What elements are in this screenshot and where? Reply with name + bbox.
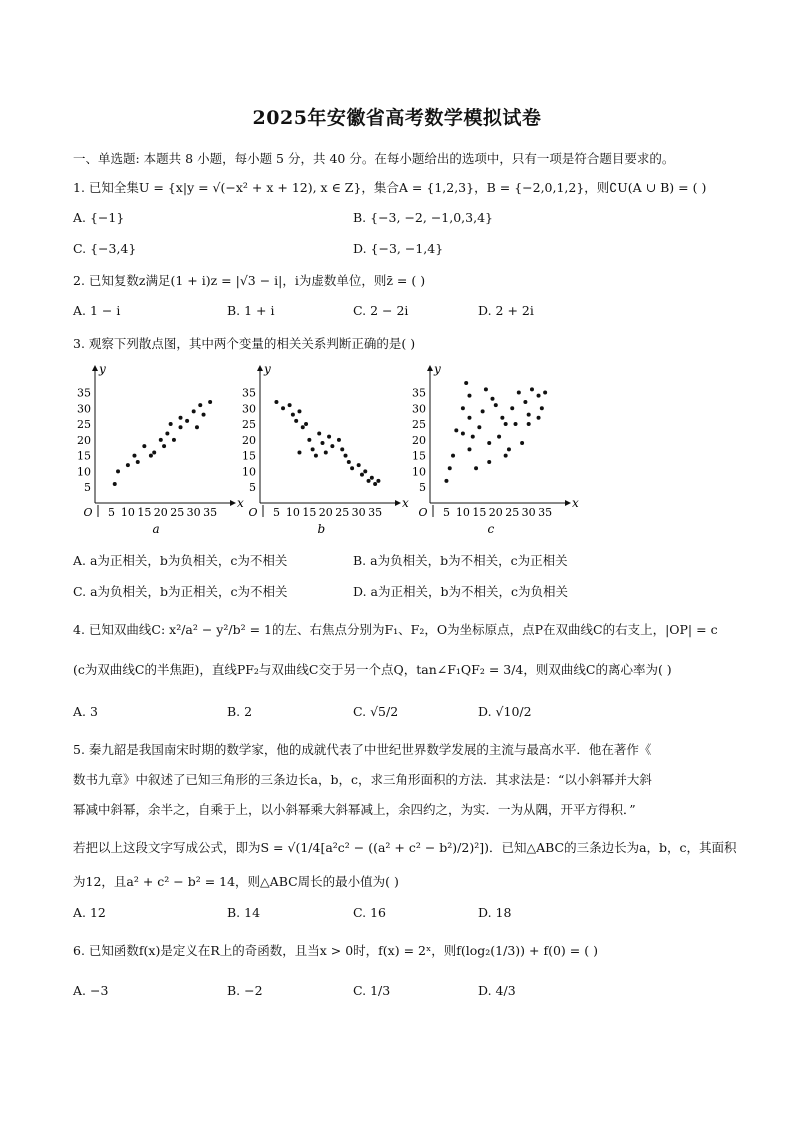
data-point: [330, 444, 334, 448]
question-5-line3: 幂减中斜幂，余半之，自乘于上，以小斜幂乘大斜幂减上，余四约之，为实．一为从隅，开平方得积．”: [73, 802, 636, 817]
q6-option-c: C. 1/3: [353, 983, 391, 998]
data-point: [297, 409, 301, 413]
q6-option-b: B. −2: [227, 983, 263, 998]
data-point: [165, 432, 169, 436]
y-tick-label: 20: [242, 433, 256, 447]
data-point: [327, 435, 331, 439]
data-point: [344, 454, 348, 458]
data-point: [307, 438, 311, 442]
q6-option-d: D. 4/3: [478, 983, 516, 998]
y-tick-label: 5: [249, 481, 256, 495]
question-1-stem: 1. 已知全集U = {x|y = √(−x² + x + 12), x ∈ Z}，集合A = {1,2,3}，B = {−2,0,1,2}，则∁U(A ∪ B) = ( ): [73, 180, 707, 195]
data-point: [510, 406, 514, 410]
q1-option-b: B. {−3, −2, −1,0,3,4}: [353, 210, 493, 225]
y-axis-label: y: [99, 362, 106, 376]
q5-option-a: A. 12: [73, 905, 106, 920]
data-point: [185, 419, 189, 423]
section-heading: 一、单选题: 本题共 8 小题，每小题 5 分，共 40 分。在每小题给出的选项中，只有一项是符合题目要求的。: [73, 151, 675, 166]
y-tick-label: 20: [412, 433, 426, 447]
data-point: [132, 454, 136, 458]
x-tick-label: 30: [521, 506, 536, 519]
data-point: [179, 416, 183, 420]
y-tick-label: 30: [77, 402, 91, 416]
data-point: [373, 482, 377, 486]
data-point: [367, 479, 371, 483]
y-tick-label: 35: [77, 386, 91, 400]
data-point: [527, 422, 531, 426]
data-point: [464, 381, 468, 385]
data-point: [491, 397, 495, 401]
data-point: [376, 479, 380, 483]
y-tick-label: 25: [412, 418, 426, 432]
x-tick-label: 35: [538, 506, 553, 519]
data-point: [304, 422, 308, 426]
plot-caption: c: [487, 522, 495, 536]
scatter-plot-c: [408, 362, 579, 538]
data-point: [337, 438, 341, 442]
data-point: [195, 425, 199, 429]
y-axis-label: y: [264, 362, 271, 376]
origin-label: O: [418, 506, 428, 519]
data-point: [202, 413, 206, 417]
data-point: [159, 438, 163, 442]
x-axis-arrow-icon: [565, 500, 571, 506]
q1-option-c: C. {−3,4}: [73, 241, 137, 256]
data-point: [370, 476, 374, 480]
question-5-line4: 若把以上这段文字写成公式，即为S = √(1/4[a²c² − ((a² + c² − b²)/2)²])．已知△ABC的三条边长为a，b，c，其面积: [73, 840, 737, 855]
data-point: [142, 444, 146, 448]
data-point: [357, 463, 361, 467]
data-point: [350, 466, 354, 470]
q5-option-b: B. 14: [227, 905, 261, 920]
data-point: [340, 447, 344, 451]
data-point: [487, 460, 491, 464]
data-point: [461, 432, 465, 436]
x-axis-arrow-icon: [395, 500, 401, 506]
data-point: [543, 390, 547, 394]
data-point: [311, 447, 315, 451]
data-point: [347, 460, 351, 464]
q3-option-c: C. a为负相关，b为正相关，c为不相关: [73, 584, 288, 599]
x-tick-label: 35: [368, 506, 383, 519]
x-tick-label: 25: [505, 506, 520, 519]
data-point: [467, 416, 471, 420]
x-tick-label: 25: [335, 506, 350, 519]
x-tick-label: 5: [272, 506, 280, 519]
data-point: [481, 409, 485, 413]
question-4-stem-line2: (c为双曲线C的半焦距)，直线PF₂与双曲线C交于另一个点Q，tan∠F₁QF₂ = 3/4，则双曲线C的离心率为( ): [73, 662, 672, 677]
data-point: [288, 403, 292, 407]
q3-option-b: B. a为负相关，b为不相关，c为正相关: [353, 553, 568, 568]
y-tick-label: 15: [77, 449, 91, 463]
x-tick-label: 10: [120, 506, 135, 519]
q4-option-d: D. √10/2: [478, 704, 532, 719]
data-point: [500, 416, 504, 420]
q2-option-d: D. 2 + 2i: [478, 303, 534, 318]
data-point: [474, 466, 478, 470]
data-point: [314, 454, 318, 458]
question-6-stem: 6. 已知函数f(x)是定义在R上的奇函数，且当x > 0时，f(x) = 2ˣ，则f(log₂(1/3)) + f(0) = ( ): [73, 943, 598, 958]
y-axis-arrow-icon: [257, 365, 263, 371]
data-point: [540, 406, 544, 410]
data-point: [523, 400, 527, 404]
data-point: [116, 469, 120, 473]
data-point: [520, 441, 524, 445]
question-5-line2: 数书九章》中叙述了已知三角形的三条边长a，b，c，求三角形面积的方法．其求法是：“以小斜幂并大斜: [73, 772, 652, 787]
data-point: [363, 469, 367, 473]
data-point: [451, 454, 455, 458]
plot-caption: a: [152, 522, 160, 536]
q4-option-b: B. 2: [227, 704, 253, 719]
q2-option-a: A. 1 − i: [73, 303, 121, 318]
x-tick-label: 15: [302, 506, 317, 519]
question-5-line5: 为12，且a² + c² − b² = 14，则△ABC周长的最小值为( ): [73, 874, 399, 889]
data-point: [113, 482, 117, 486]
data-point: [504, 422, 508, 426]
question-3-stem: 3. 观察下列散点图，其中两个变量的相关关系判断正确的是( ): [73, 336, 416, 351]
q3-option-d: D. a为正相关，b为不相关，c为负相关: [353, 584, 568, 599]
data-point: [444, 479, 448, 483]
data-point: [297, 450, 301, 454]
x-tick-label: 5: [442, 506, 450, 519]
y-tick-label: 15: [412, 449, 426, 463]
q1-option-d: D. {−3, −1,4}: [353, 241, 444, 256]
y-tick-label: 25: [77, 418, 91, 432]
y-axis-label: y: [434, 362, 441, 376]
data-point: [208, 400, 212, 404]
q4-option-c: C. √5/2: [353, 704, 399, 719]
data-point: [504, 454, 508, 458]
y-tick-label: 5: [419, 481, 426, 495]
y-tick-label: 10: [77, 465, 91, 479]
x-tick-label: 30: [351, 506, 366, 519]
x-tick-label: 20: [153, 506, 168, 519]
x-tick-label: 15: [137, 506, 152, 519]
data-point: [149, 454, 153, 458]
q1-option-a: A. {−1}: [73, 210, 125, 225]
q5-option-c: C. 16: [353, 905, 386, 920]
question-4-stem-line1: 4. 已知双曲线C: x²/a² − y²/b² = 1的左、右焦点分别为F₁、F₂，O为坐标原点，点P在双曲线C的右支上，|OP| = c: [73, 622, 718, 637]
data-point: [497, 435, 501, 439]
y-tick-label: 30: [412, 402, 426, 416]
page-title: 2025年安徽省高考数学模拟试卷: [252, 107, 542, 129]
y-tick-label: 10: [242, 465, 256, 479]
data-point: [454, 428, 458, 432]
data-point: [527, 413, 531, 417]
x-tick-label: 25: [170, 506, 185, 519]
x-tick-label: 10: [455, 506, 470, 519]
data-point: [162, 444, 166, 448]
x-axis-label: x: [237, 496, 244, 510]
q2-option-c: C. 2 − 2i: [353, 303, 409, 318]
q5-option-d: D. 18: [478, 905, 512, 920]
y-tick-label: 30: [242, 402, 256, 416]
data-point: [324, 450, 328, 454]
x-axis-label: x: [572, 496, 579, 510]
data-point: [321, 441, 325, 445]
data-point: [517, 390, 521, 394]
y-axis-arrow-icon: [427, 365, 433, 371]
data-point: [172, 438, 176, 442]
q6-option-a: A. −3: [73, 983, 109, 998]
data-point: [301, 425, 305, 429]
data-point: [360, 473, 364, 477]
data-point: [461, 406, 465, 410]
x-axis-arrow-icon: [230, 500, 236, 506]
data-point: [136, 460, 140, 464]
data-point: [192, 409, 196, 413]
data-point: [152, 450, 156, 454]
data-point: [448, 466, 452, 470]
x-tick-label: 20: [318, 506, 333, 519]
data-point: [179, 425, 183, 429]
data-point: [291, 413, 295, 417]
data-point: [477, 425, 481, 429]
y-tick-label: 10: [412, 465, 426, 479]
data-point: [484, 387, 488, 391]
q3-option-a: A. a为正相关，b为负相关，c为不相关: [73, 553, 288, 568]
data-point: [487, 441, 491, 445]
x-tick-label: 10: [285, 506, 300, 519]
y-axis-arrow-icon: [92, 365, 98, 371]
data-point: [198, 403, 202, 407]
data-point: [294, 419, 298, 423]
q4-option-a: A. 3: [73, 704, 98, 719]
y-tick-label: 35: [412, 386, 426, 400]
data-point: [530, 387, 534, 391]
data-point: [317, 432, 321, 436]
x-tick-label: 5: [107, 506, 115, 519]
x-tick-label: 35: [203, 506, 218, 519]
y-tick-label: 15: [242, 449, 256, 463]
scatter-plot-a: [73, 362, 244, 538]
origin-label: O: [248, 506, 258, 519]
data-point: [467, 447, 471, 451]
data-point: [471, 435, 475, 439]
plot-caption: b: [317, 522, 326, 536]
question-2-stem: 2. 已知复数z满足(1 + i)z = |√3 − i|，i为虚数单位，则z̄ = ( ): [73, 273, 426, 288]
x-axis-label: x: [402, 496, 409, 510]
data-point: [274, 400, 278, 404]
data-point: [514, 422, 518, 426]
question-5-line1: 5. 秦九韶是我国南宋时期的数学家，他的成就代表了中世纪世界数学发展的主流与最高水平．他在著作《: [73, 742, 652, 757]
data-point: [507, 447, 511, 451]
x-tick-label: 30: [186, 506, 201, 519]
data-point: [169, 422, 173, 426]
scatter-plot-b: [238, 362, 409, 538]
data-point: [126, 463, 130, 467]
y-tick-label: 35: [242, 386, 256, 400]
origin-label: O: [83, 506, 93, 519]
y-tick-label: 5: [84, 481, 91, 495]
data-point: [467, 394, 471, 398]
y-tick-label: 25: [242, 418, 256, 432]
data-point: [537, 394, 541, 398]
x-tick-label: 20: [488, 506, 503, 519]
data-point: [537, 416, 541, 420]
x-tick-label: 15: [472, 506, 487, 519]
data-point: [281, 406, 285, 410]
q2-option-b: B. 1 + i: [227, 303, 275, 318]
y-tick-label: 20: [77, 433, 91, 447]
data-point: [494, 403, 498, 407]
